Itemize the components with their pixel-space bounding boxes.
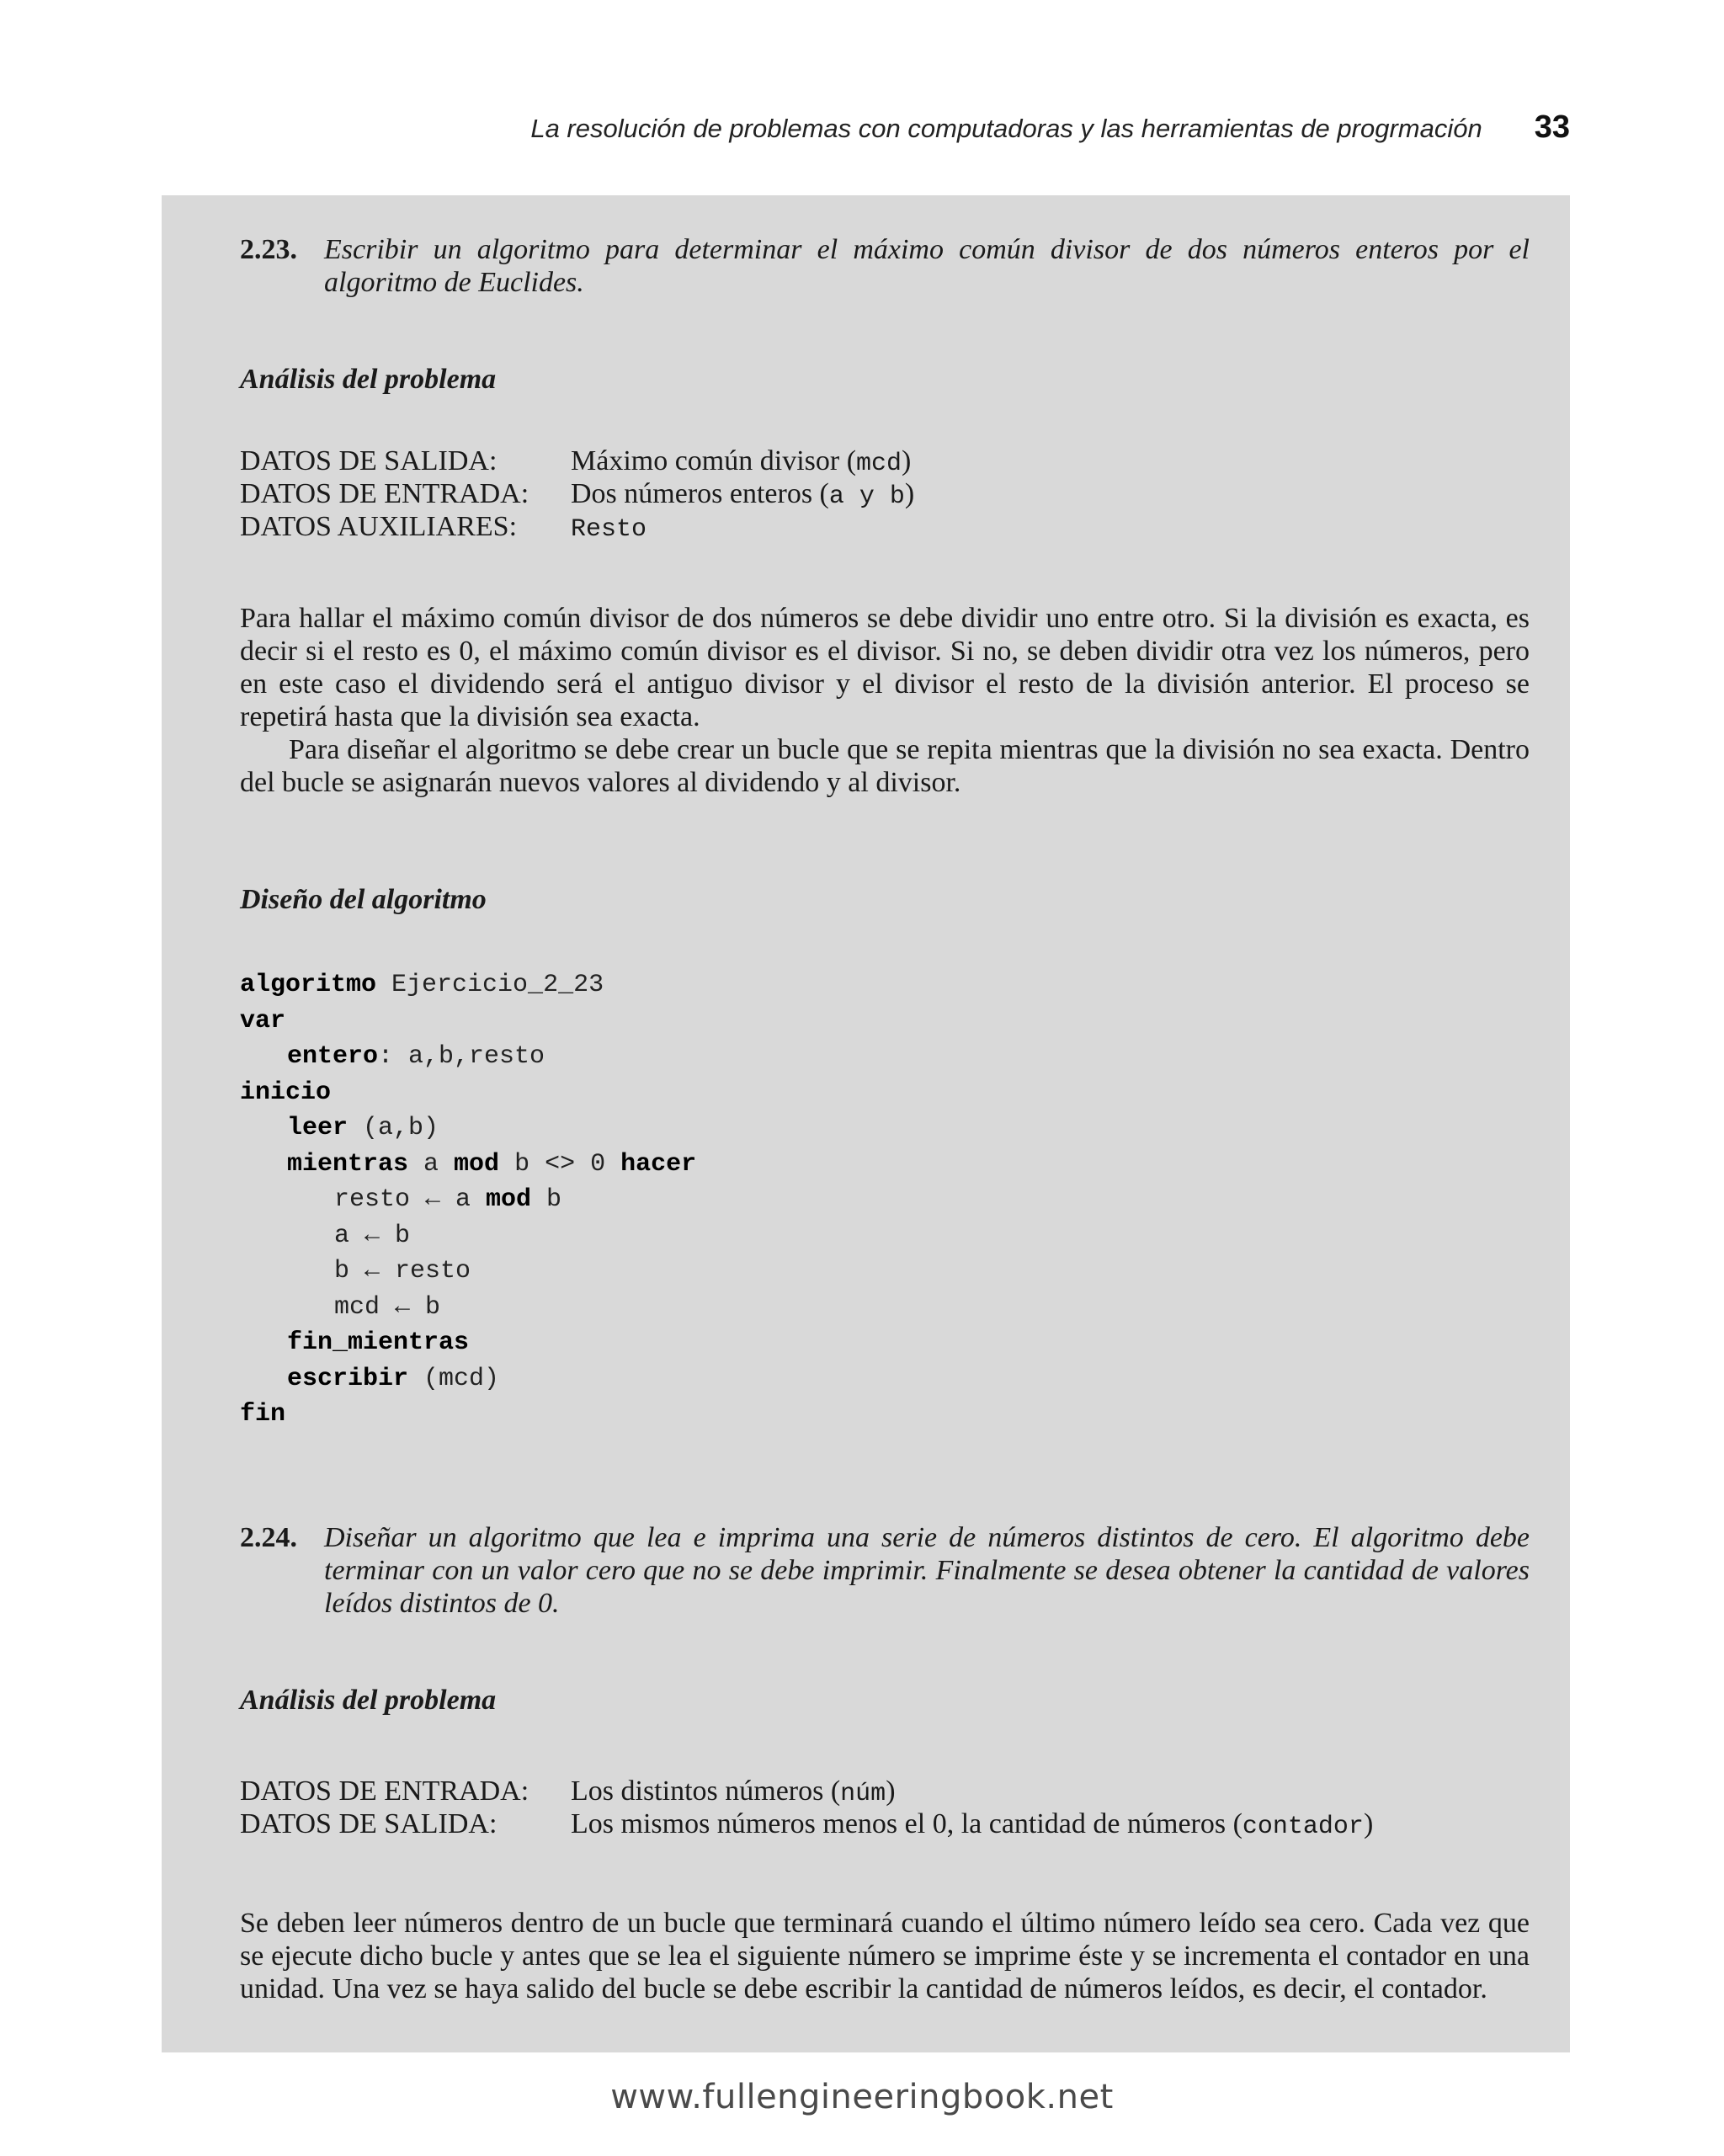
paragraph: Para hallar el máximo común divisor de dos números se debe dividir uno entre otro. Si la división es exacta, es decir si el resto es 0, el máximo común divisor es el divisor. Si no, se deben dividir otra vez los números, pero en este caso el dividendo será el antiguo divisor y el divisor el resto de la división anterior. El proceso se repetirá hasta que la división sea exacta.: [240, 603, 1530, 732]
code-line: [240, 1003, 696, 1040]
code-line: [240, 1147, 696, 1183]
analysis-paragraph-2-24: [240, 1907, 1530, 2005]
data-value: Los distintos números (núm): [571, 1775, 896, 1808]
code-text: (mcd): [408, 1364, 500, 1393]
code-text: resto ← a: [334, 1185, 487, 1214]
code-line: [240, 1039, 696, 1075]
code-line: [240, 1075, 696, 1111]
data-row-output: [240, 1807, 1373, 1840]
code-text: a ← b: [334, 1221, 411, 1250]
paragraph: Se deben leer números dentro de un bucle que terminará cuando el último número leído sea cero. Cada vez que se ejecute dicho bucle y antes que se lea el siguiente número se imprime éste y se incrementa el contador en una unidad. Una vez se haya salido del bucle se debe escribir la cantidad de números leídos, es decir, el contador.: [240, 1908, 1530, 2004]
paragraph: Para diseñar el algoritmo se debe crear un bucle que se repita mientras que la división no sea exacta. Dentro del bucle se asignarán nuevos valores al dividendo y al divisor.: [240, 734, 1530, 798]
code-keyword: mod: [486, 1185, 532, 1214]
exercise-number: 2.23.: [240, 234, 297, 265]
analysis-heading: Análisis del problema: [240, 364, 497, 395]
exercise-2-23: [240, 233, 1530, 299]
code-line: [240, 1397, 696, 1433]
code-text: mcd ← b: [334, 1292, 441, 1322]
data-row-input: [240, 1775, 1373, 1807]
data-table-2-24: [240, 1775, 1373, 1840]
code-keyword: fin: [240, 1400, 286, 1429]
data-label: DATOS DE SALIDA:: [240, 1808, 498, 1839]
exercise-2-24: [240, 1521, 1530, 1620]
data-row-output: [240, 445, 914, 477]
data-label: DATOS DE SALIDA:: [240, 445, 498, 476]
code-keyword: leer: [287, 1114, 349, 1142]
code-keyword: inicio: [240, 1078, 332, 1107]
data-value: Dos números enteros (a y b): [571, 478, 915, 511]
code-line: [240, 1361, 696, 1397]
code-keyword: hacer: [620, 1149, 697, 1179]
data-row-auxiliary: [240, 510, 914, 543]
data-row-input: [240, 477, 914, 510]
code-keyword: entero: [287, 1042, 379, 1071]
analysis-paragraph-2-23: [240, 602, 1530, 799]
code-line: [240, 1290, 696, 1326]
analysis-heading: Análisis del problema: [240, 1685, 497, 1716]
data-label: DATOS DE ENTRADA:: [240, 478, 529, 509]
code-line: [240, 1254, 696, 1290]
data-value: Máximo común divisor (mcd): [571, 445, 912, 478]
data-table-2-23: [240, 445, 914, 543]
footer-url: www.fullengineeringbook.net: [610, 2078, 1114, 2116]
page-number: 33: [1534, 109, 1570, 145]
exercise-statement: Diseñar un algoritmo que lea e imprima una serie de números distintos de cero. El algoritmo debe terminar con un valor cero que no se debe imprimir. Finalmente se desea obtener la cantidad de valores leídos distintos de 0.: [324, 1522, 1530, 1619]
code-text: Ejercicio_2_23: [376, 971, 604, 999]
code-line: [240, 1325, 696, 1361]
code-keyword: escribir: [287, 1364, 409, 1393]
design-heading: Diseño del algoritmo: [240, 884, 487, 915]
code-keyword: mod: [454, 1149, 500, 1179]
exercise-panel: [162, 195, 1570, 2052]
code-line: [240, 967, 696, 1003]
code-keyword: mientras: [287, 1149, 409, 1179]
code-line: [240, 1110, 696, 1147]
data-value: Resto: [571, 515, 647, 544]
algorithm-code: [240, 967, 696, 1433]
running-head: [471, 109, 1570, 146]
code-line: [240, 1182, 696, 1218]
running-title: La resolución de problemas con computadoras y las herramientas de progrmación: [530, 114, 1482, 143]
code-text: : a,b,resto: [378, 1042, 545, 1071]
code-text: (a,b): [348, 1114, 439, 1142]
code-keyword: var: [240, 1006, 286, 1035]
exercise-number: 2.24.: [240, 1522, 297, 1553]
code-text: b <> 0: [499, 1149, 621, 1179]
code-text: a: [408, 1149, 455, 1179]
data-label: DATOS DE ENTRADA:: [240, 1775, 529, 1807]
code-line: [240, 1218, 696, 1254]
data-value: Los mismos números menos el 0, la cantidad de números (contador): [571, 1808, 1374, 1841]
data-label: DATOS AUXILIARES:: [240, 511, 518, 542]
exercise-statement: Escribir un algoritmo para determinar el máximo común divisor de dos números enteros por el algoritmo de Euclides.: [324, 234, 1530, 298]
code-text: b ← resto: [334, 1257, 471, 1286]
code-keyword: fin_mientras: [287, 1328, 470, 1357]
code-keyword: algoritmo: [240, 971, 377, 999]
code-text: b: [531, 1185, 562, 1214]
